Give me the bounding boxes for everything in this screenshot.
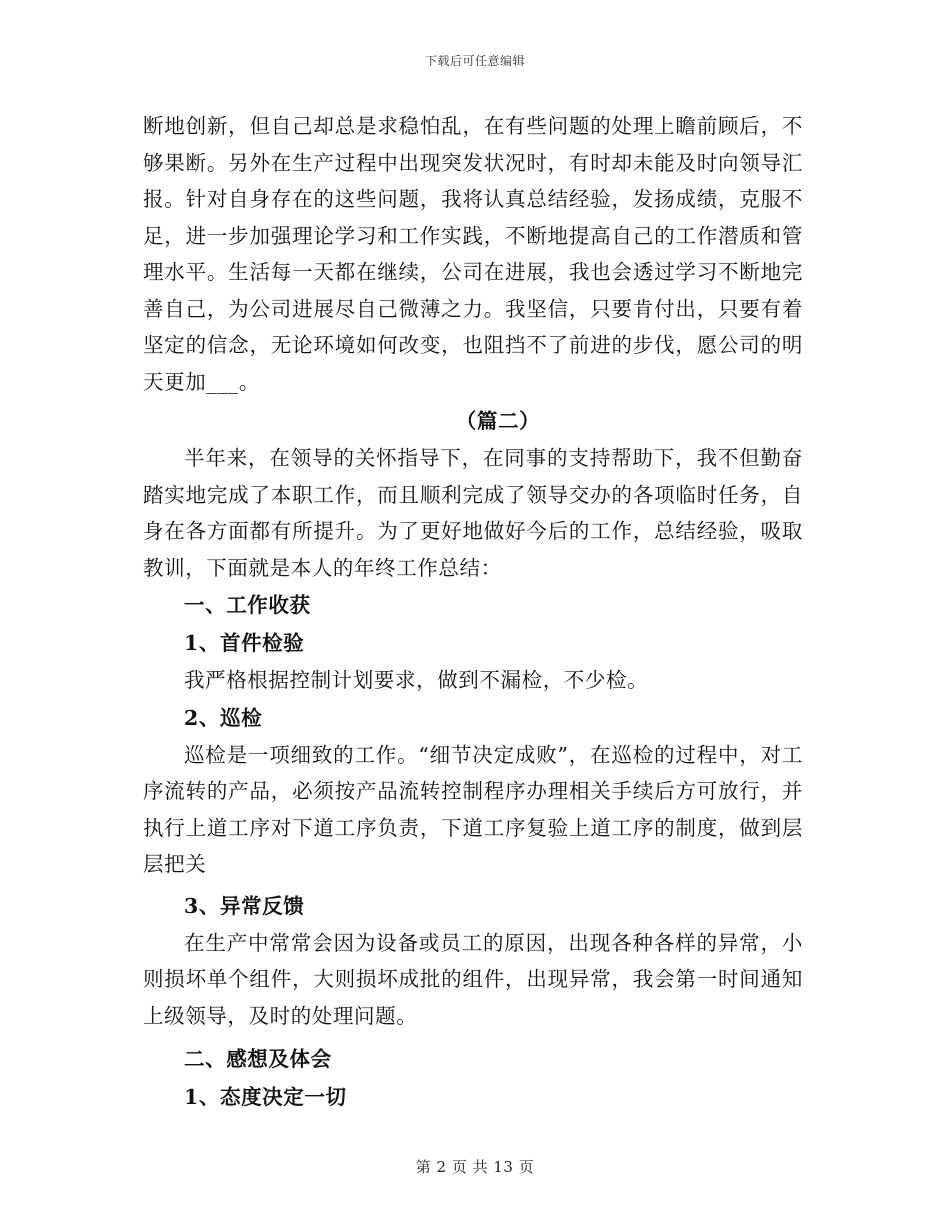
- paragraph-abnormal-feedback: 在生产中常常会因为设备或员工的原因，出现各种各样的异常，小则损坏单个组件，大则损坏成批的组件，出现异常，我会第一时间通知上级领导，及时的处理问题。: [143, 930, 803, 1028]
- heading-thoughts: 二、感想及体会: [184, 1047, 332, 1071]
- paragraph-first-inspection: 我严格根据控制计划要求，做到不漏检，不少检。: [184, 668, 649, 692]
- intro-paragraph: 半年来，在领导的关怀指导下，在同事的支持帮助下，我不但勤奋踏实地完成了本职工作，而且顺利完成了领导交办的各项临时任务，自身在各方面都有所提升。为了更好地做好今后的工作，总结经验，吸取教训，下面就是本人的年终工作总结：: [143, 446, 803, 580]
- subheading-patrol-inspection: 2、巡检: [184, 705, 263, 730]
- page-header: 下载后可任意编辑: [424, 54, 525, 68]
- page-footer: 第 2 页 共 13 页: [415, 1158, 535, 1176]
- continued-paragraph: 断地创新，但自己却总是求稳怕乱，在有些问题的处理上瞻前顾后，不够果断。另外在生产过程中出现突发状况时，有时却未能及时向领导汇报。针对自身存在的这些问题，我将认真总结经验，发扬成绩，克服不足，进一步加强理论学习和工作实践，不断地提高自己的工作潜质和管理水平。生活每一天都在继续，公司在进展，我也会透过学习不断地完善自己，为公司进展尽自己微薄之力。我坚信，只要肯付出，只要有着坚定的信念，无论环境如何改变，也阻挡不了前进的步伐，愿公司的明天更加___。: [143, 114, 803, 394]
- paragraph-patrol-inspection: 巡检是一项细致的工作。“细节决定成败”，在巡检的过程中，对工序流转的产品，必须按产品流转控制程序办理相关手续后方可放行，并执行上道工序对下道工序负责，下道工序复验上道工序的制度，做到层层把关: [143, 742, 803, 876]
- subheading-attitude: 1、态度决定一切: [184, 1085, 347, 1109]
- subheading-first-inspection: 1、首件检验: [184, 631, 305, 655]
- subheading-abnormal-feedback: 3、异常反馈: [184, 893, 305, 918]
- heading-work-gains: 一、工作收获: [184, 593, 311, 617]
- document-body: [143, 108, 803, 1116]
- section-title: （篇二）: [455, 409, 541, 433]
